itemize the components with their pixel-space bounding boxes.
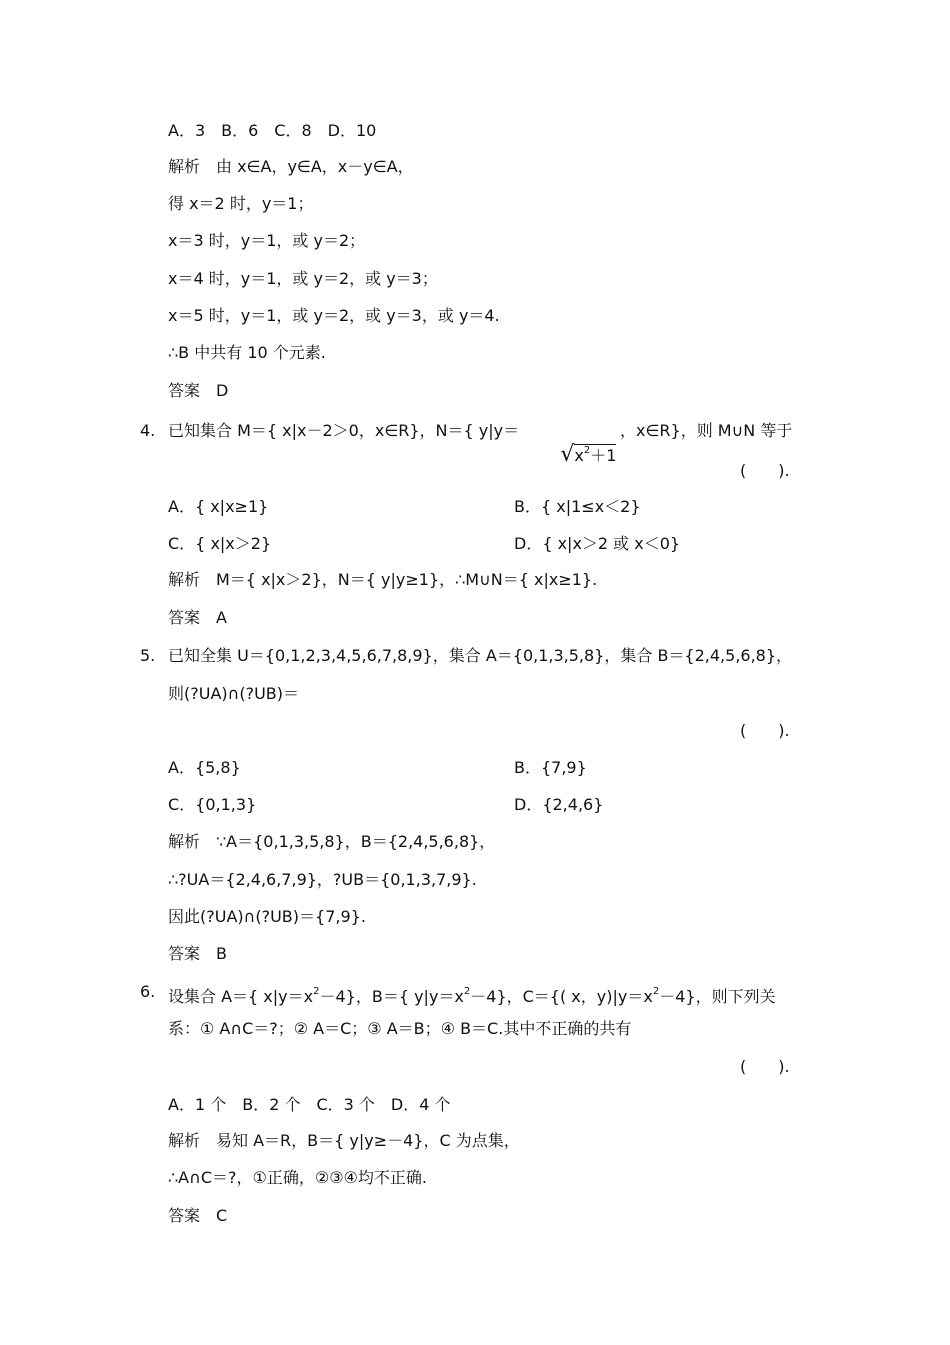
q6-stem-part: －4}，则下列关 xyxy=(659,987,776,1006)
q6-exponent: 2 xyxy=(313,986,320,997)
q4-stem-head: 已知集合 M＝{ x|x－2＞0，x∈R}，N＝{ y|y＝ xyxy=(168,421,520,440)
sqrt-symbol: √ xyxy=(560,442,575,467)
q6-exponent: 2 xyxy=(463,986,471,997)
q4-option-b: B．{ x|1≤x＜2} xyxy=(514,497,641,516)
q4-option-d: D．{ x|x＞2 或 x＜0} xyxy=(514,534,681,553)
q6-stem-part: －4}，C＝{( x，y)|y＝x xyxy=(470,987,653,1006)
q3-analysis-line: 解析 由 x∈A，y∈A，x－y∈A， xyxy=(168,157,414,176)
q5-answer-blank: ( ). xyxy=(740,721,790,740)
q6-stem-part: －4}，B＝{ y|y＝x xyxy=(319,987,464,1006)
q3-analysis-line: x＝5 时，y＝1，或 y＝2，或 y＝3，或 y＝4. xyxy=(168,306,500,325)
q6-answer-blank: ( ). xyxy=(740,1057,790,1076)
q5-analysis-line: 解析 ∵A＝{0,1,3,5,8}，B＝{2,4,5,6,8}， xyxy=(168,832,496,851)
q3-analysis-line: 得 x＝2 时，y＝1； xyxy=(168,194,314,213)
q4-analysis: 解析 M＝{ x|x＞2}，N＝{ y|y≥1}，∴M∪N＝{ x|x≥1}. xyxy=(168,570,598,589)
radicand-tail: ＋1 xyxy=(590,446,617,465)
q4-option-c: C．{ x|x＞2} xyxy=(168,534,272,553)
q6-stem-line2: 系：① A∩C＝?；② A＝C；③ A＝B；④ B＝C.其中不正确的共有 xyxy=(168,1019,632,1038)
q6-options: A．1 个 B．2 个 C．3 个 D．4 个 xyxy=(168,1095,451,1114)
q5-option-b: B．{7,9} xyxy=(514,758,587,777)
q6-stem-line1 xyxy=(168,981,776,1008)
q6-analysis-line: 解析 易知 A＝R，B＝{ y|y≥－4}，C 为点集， xyxy=(168,1131,520,1150)
q5-analysis-line: 因此(?UA)∩(?UB)＝{7,9}. xyxy=(168,907,366,926)
q3-analysis-line: x＝4 时，y＝1，或 y＝2，或 y＝3； xyxy=(168,269,438,288)
q4-sqrt-expression xyxy=(540,418,616,489)
q3-analysis-line: ∴B 中共有 10 个元素. xyxy=(168,343,326,362)
q5-option-c: C．{0,1,3} xyxy=(168,795,257,814)
q4-number: 4. xyxy=(140,421,156,440)
q5-answer: 答案 B xyxy=(168,944,227,963)
q3-analysis-line: x＝3 时，y＝1，或 y＝2； xyxy=(168,231,366,250)
q3-options: A．3 B．6 C．8 D．10 xyxy=(168,121,377,140)
q4-option-a: A．{ x|x≥1} xyxy=(168,497,269,516)
q4-stem-tail: ，x∈R}，则 M∪N 等于 xyxy=(620,421,793,440)
q3-answer: 答案 D xyxy=(168,381,229,400)
sqrt-radicand xyxy=(574,444,616,465)
radicand-base: x xyxy=(574,446,584,465)
q6-number: 6. xyxy=(140,982,156,1001)
q5-analysis-line: ∴?UA＝{2,4,6,7,9}，?UB＝{0,1,3,7,9}. xyxy=(168,870,477,889)
q5-option-a: A．{5,8} xyxy=(168,758,241,777)
q5-option-d: D．{2,4,6} xyxy=(514,795,604,814)
q4-answer-blank: ( ). xyxy=(740,461,790,480)
q6-answer: 答案 C xyxy=(168,1206,228,1225)
q6-exponent: 2 xyxy=(652,986,660,997)
q4-answer: 答案 A xyxy=(168,608,227,627)
q5-stem-line2: 则(?UA)∩(?UB)＝ xyxy=(168,684,300,703)
q6-stem-part: 设集合 A＝{ x|y＝x xyxy=(168,987,314,1006)
q5-stem-line1: 已知全集 U＝{0,1,2,3,4,5,6,7,8,9}，集合 A＝{0,1,3,5,8}，集合 B＝{2,4,5,6,8}， xyxy=(168,646,793,665)
radicand-exponent: 2 xyxy=(583,445,591,456)
q6-analysis-line: ∴A∩C＝?，①正确，②③④均不正确. xyxy=(168,1168,427,1187)
q5-number: 5. xyxy=(140,646,156,665)
